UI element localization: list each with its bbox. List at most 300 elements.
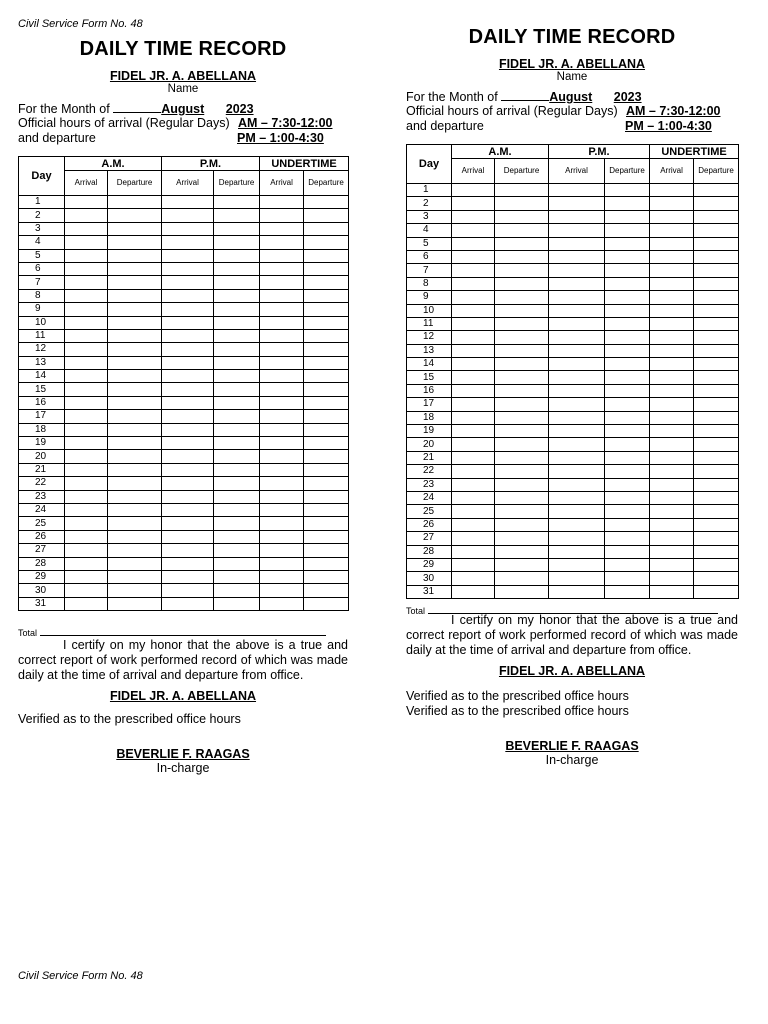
undertime-departure-cell[interactable] [304,209,349,222]
pm-departure-cell[interactable] [605,411,650,424]
pm-arrival-cell[interactable] [549,505,605,518]
undertime-arrival-cell[interactable] [650,532,694,545]
am-departure-cell[interactable] [495,304,549,317]
am-arrival-cell[interactable] [452,197,495,210]
am-arrival-cell[interactable] [452,317,495,330]
am-arrival-cell[interactable] [452,491,495,504]
pm-departure-cell[interactable] [214,370,260,383]
am-departure-cell[interactable] [108,396,162,409]
undertime-departure-cell[interactable] [694,572,739,585]
pm-departure-cell[interactable] [214,209,260,222]
undertime-arrival-cell[interactable] [650,451,694,464]
undertime-arrival-cell[interactable] [260,343,304,356]
undertime-arrival-cell[interactable] [650,184,694,197]
pm-departure-cell[interactable] [214,557,260,570]
pm-arrival-cell[interactable] [162,423,214,436]
am-arrival-cell[interactable] [65,490,108,503]
pm-departure-cell[interactable] [605,398,650,411]
pm-departure-cell[interactable] [605,518,650,531]
pm-arrival-cell[interactable] [162,222,214,235]
undertime-arrival-cell[interactable] [260,570,304,583]
undertime-departure-cell[interactable] [694,237,739,250]
am-arrival-cell[interactable] [452,451,495,464]
pm-arrival-cell[interactable] [549,344,605,357]
am-arrival-cell[interactable] [452,264,495,277]
am-arrival-cell[interactable] [65,276,108,289]
am-arrival-cell[interactable] [65,584,108,597]
undertime-departure-cell[interactable] [694,358,739,371]
undertime-arrival-cell[interactable] [650,291,694,304]
undertime-departure-cell[interactable] [694,197,739,210]
pm-departure-cell[interactable] [214,410,260,423]
undertime-arrival-cell[interactable] [260,276,304,289]
am-arrival-cell[interactable] [65,262,108,275]
pm-departure-cell[interactable] [605,184,650,197]
undertime-departure-cell[interactable] [304,276,349,289]
undertime-arrival-cell[interactable] [260,196,304,209]
pm-arrival-cell[interactable] [162,450,214,463]
am-arrival-cell[interactable] [452,558,495,571]
undertime-arrival-cell[interactable] [260,410,304,423]
am-departure-cell[interactable] [495,558,549,571]
am-arrival-cell[interactable] [452,438,495,451]
am-departure-cell[interactable] [108,276,162,289]
undertime-arrival-cell[interactable] [260,356,304,369]
undertime-arrival-cell[interactable] [650,411,694,424]
undertime-arrival-cell[interactable] [650,264,694,277]
pm-arrival-cell[interactable] [549,384,605,397]
am-arrival-cell[interactable] [65,557,108,570]
am-departure-cell[interactable] [108,236,162,249]
pm-departure-cell[interactable] [214,329,260,342]
am-departure-cell[interactable] [495,532,549,545]
undertime-arrival-cell[interactable] [650,425,694,438]
undertime-departure-cell[interactable] [304,356,349,369]
undertime-arrival-cell[interactable] [260,490,304,503]
pm-departure-cell[interactable] [214,450,260,463]
am-arrival-cell[interactable] [65,517,108,530]
pm-arrival-cell[interactable] [162,209,214,222]
undertime-departure-cell[interactable] [304,343,349,356]
pm-arrival-cell[interactable] [162,410,214,423]
pm-departure-cell[interactable] [605,491,650,504]
undertime-departure-cell[interactable] [304,570,349,583]
am-arrival-cell[interactable] [65,396,108,409]
am-arrival-cell[interactable] [452,371,495,384]
am-arrival-cell[interactable] [65,503,108,516]
undertime-arrival-cell[interactable] [650,344,694,357]
pm-arrival-cell[interactable] [549,465,605,478]
pm-departure-cell[interactable] [214,597,260,610]
pm-arrival-cell[interactable] [549,331,605,344]
am-departure-cell[interactable] [495,317,549,330]
pm-arrival-cell[interactable] [549,491,605,504]
undertime-departure-cell[interactable] [694,184,739,197]
pm-departure-cell[interactable] [214,463,260,476]
am-arrival-cell[interactable] [452,532,495,545]
am-departure-cell[interactable] [495,505,549,518]
undertime-arrival-cell[interactable] [650,224,694,237]
pm-arrival-cell[interactable] [162,437,214,450]
undertime-departure-cell[interactable] [694,518,739,531]
pm-departure-cell[interactable] [214,477,260,490]
am-departure-cell[interactable] [495,371,549,384]
undertime-arrival-cell[interactable] [650,465,694,478]
undertime-arrival-cell[interactable] [650,398,694,411]
pm-arrival-cell[interactable] [549,545,605,558]
undertime-arrival-cell[interactable] [260,557,304,570]
pm-departure-cell[interactable] [214,262,260,275]
undertime-arrival-cell[interactable] [650,505,694,518]
undertime-departure-cell[interactable] [304,222,349,235]
undertime-arrival-cell[interactable] [650,478,694,491]
am-arrival-cell[interactable] [65,530,108,543]
am-departure-cell[interactable] [108,503,162,516]
undertime-arrival-cell[interactable] [650,197,694,210]
am-departure-cell[interactable] [495,264,549,277]
am-arrival-cell[interactable] [452,478,495,491]
pm-departure-cell[interactable] [605,358,650,371]
pm-arrival-cell[interactable] [549,371,605,384]
undertime-arrival-cell[interactable] [650,237,694,250]
am-arrival-cell[interactable] [65,196,108,209]
undertime-arrival-cell[interactable] [260,316,304,329]
undertime-departure-cell[interactable] [304,584,349,597]
am-departure-cell[interactable] [495,384,549,397]
undertime-departure-cell[interactable] [694,491,739,504]
am-arrival-cell[interactable] [65,477,108,490]
pm-departure-cell[interactable] [214,584,260,597]
pm-arrival-cell[interactable] [549,425,605,438]
pm-arrival-cell[interactable] [162,490,214,503]
undertime-arrival-cell[interactable] [260,450,304,463]
undertime-departure-cell[interactable] [304,289,349,302]
am-arrival-cell[interactable] [452,518,495,531]
am-departure-cell[interactable] [108,289,162,302]
pm-arrival-cell[interactable] [162,289,214,302]
undertime-departure-cell[interactable] [694,371,739,384]
pm-departure-cell[interactable] [605,425,650,438]
undertime-arrival-cell[interactable] [650,210,694,223]
undertime-departure-cell[interactable] [694,291,739,304]
pm-arrival-cell[interactable] [549,197,605,210]
am-arrival-cell[interactable] [452,277,495,290]
pm-arrival-cell[interactable] [162,329,214,342]
undertime-departure-cell[interactable] [304,196,349,209]
am-departure-cell[interactable] [108,249,162,262]
pm-arrival-cell[interactable] [549,585,605,598]
pm-arrival-cell[interactable] [162,503,214,516]
am-arrival-cell[interactable] [65,316,108,329]
am-arrival-cell[interactable] [65,222,108,235]
am-departure-cell[interactable] [495,465,549,478]
am-departure-cell[interactable] [108,423,162,436]
pm-departure-cell[interactable] [214,276,260,289]
undertime-departure-cell[interactable] [694,210,739,223]
undertime-arrival-cell[interactable] [260,236,304,249]
undertime-departure-cell[interactable] [694,505,739,518]
pm-arrival-cell[interactable] [162,236,214,249]
pm-arrival-cell[interactable] [162,530,214,543]
undertime-arrival-cell[interactable] [260,370,304,383]
undertime-arrival-cell[interactable] [650,384,694,397]
am-arrival-cell[interactable] [452,425,495,438]
am-departure-cell[interactable] [108,410,162,423]
undertime-departure-cell[interactable] [694,545,739,558]
am-departure-cell[interactable] [108,343,162,356]
am-arrival-cell[interactable] [452,384,495,397]
pm-arrival-cell[interactable] [549,518,605,531]
am-arrival-cell[interactable] [65,437,108,450]
pm-arrival-cell[interactable] [549,411,605,424]
undertime-departure-cell[interactable] [304,517,349,530]
pm-departure-cell[interactable] [605,277,650,290]
undertime-departure-cell[interactable] [694,425,739,438]
am-arrival-cell[interactable] [65,570,108,583]
am-departure-cell[interactable] [495,545,549,558]
pm-arrival-cell[interactable] [549,438,605,451]
undertime-departure-cell[interactable] [304,463,349,476]
am-departure-cell[interactable] [495,425,549,438]
pm-departure-cell[interactable] [605,197,650,210]
pm-arrival-cell[interactable] [162,196,214,209]
pm-arrival-cell[interactable] [549,210,605,223]
am-departure-cell[interactable] [495,358,549,371]
undertime-arrival-cell[interactable] [260,517,304,530]
undertime-departure-cell[interactable] [304,236,349,249]
pm-departure-cell[interactable] [214,303,260,316]
am-arrival-cell[interactable] [65,544,108,557]
undertime-arrival-cell[interactable] [650,438,694,451]
pm-departure-cell[interactable] [605,465,650,478]
pm-arrival-cell[interactable] [549,317,605,330]
pm-arrival-cell[interactable] [549,237,605,250]
am-departure-cell[interactable] [495,237,549,250]
pm-departure-cell[interactable] [605,532,650,545]
am-departure-cell[interactable] [108,463,162,476]
undertime-arrival-cell[interactable] [260,530,304,543]
pm-departure-cell[interactable] [214,544,260,557]
undertime-departure-cell[interactable] [304,303,349,316]
undertime-departure-cell[interactable] [694,317,739,330]
am-departure-cell[interactable] [495,585,549,598]
am-arrival-cell[interactable] [65,356,108,369]
am-departure-cell[interactable] [108,544,162,557]
pm-departure-cell[interactable] [214,289,260,302]
pm-arrival-cell[interactable] [162,249,214,262]
am-departure-cell[interactable] [108,356,162,369]
undertime-arrival-cell[interactable] [260,383,304,396]
pm-departure-cell[interactable] [605,545,650,558]
pm-arrival-cell[interactable] [549,558,605,571]
am-arrival-cell[interactable] [65,289,108,302]
pm-departure-cell[interactable] [605,438,650,451]
pm-departure-cell[interactable] [214,236,260,249]
am-departure-cell[interactable] [108,437,162,450]
pm-departure-cell[interactable] [605,291,650,304]
undertime-departure-cell[interactable] [304,370,349,383]
am-departure-cell[interactable] [108,209,162,222]
am-departure-cell[interactable] [495,451,549,464]
pm-arrival-cell[interactable] [162,276,214,289]
undertime-departure-cell[interactable] [304,557,349,570]
undertime-departure-cell[interactable] [304,477,349,490]
undertime-arrival-cell[interactable] [650,572,694,585]
undertime-departure-cell[interactable] [304,262,349,275]
pm-arrival-cell[interactable] [162,396,214,409]
undertime-arrival-cell[interactable] [260,289,304,302]
pm-arrival-cell[interactable] [549,277,605,290]
pm-arrival-cell[interactable] [162,597,214,610]
am-departure-cell[interactable] [108,477,162,490]
pm-departure-cell[interactable] [214,503,260,516]
pm-arrival-cell[interactable] [549,478,605,491]
am-departure-cell[interactable] [495,491,549,504]
pm-arrival-cell[interactable] [162,356,214,369]
pm-departure-cell[interactable] [214,316,260,329]
pm-departure-cell[interactable] [605,304,650,317]
am-arrival-cell[interactable] [65,329,108,342]
am-departure-cell[interactable] [495,478,549,491]
am-arrival-cell[interactable] [452,505,495,518]
undertime-arrival-cell[interactable] [650,491,694,504]
undertime-departure-cell[interactable] [304,396,349,409]
pm-departure-cell[interactable] [605,210,650,223]
undertime-arrival-cell[interactable] [260,544,304,557]
pm-arrival-cell[interactable] [549,572,605,585]
am-departure-cell[interactable] [108,383,162,396]
undertime-departure-cell[interactable] [694,224,739,237]
am-departure-cell[interactable] [108,222,162,235]
undertime-departure-cell[interactable] [694,331,739,344]
pm-departure-cell[interactable] [214,490,260,503]
am-arrival-cell[interactable] [452,331,495,344]
pm-departure-cell[interactable] [605,344,650,357]
undertime-departure-cell[interactable] [694,398,739,411]
undertime-arrival-cell[interactable] [260,423,304,436]
am-departure-cell[interactable] [108,530,162,543]
am-arrival-cell[interactable] [452,224,495,237]
undertime-arrival-cell[interactable] [650,518,694,531]
pm-departure-cell[interactable] [605,331,650,344]
undertime-arrival-cell[interactable] [650,585,694,598]
am-departure-cell[interactable] [108,490,162,503]
undertime-arrival-cell[interactable] [260,597,304,610]
pm-arrival-cell[interactable] [162,303,214,316]
am-departure-cell[interactable] [108,329,162,342]
undertime-arrival-cell[interactable] [260,477,304,490]
undertime-departure-cell[interactable] [694,465,739,478]
am-arrival-cell[interactable] [65,450,108,463]
undertime-departure-cell[interactable] [694,344,739,357]
undertime-departure-cell[interactable] [304,530,349,543]
am-departure-cell[interactable] [108,196,162,209]
am-arrival-cell[interactable] [452,250,495,263]
am-departure-cell[interactable] [495,250,549,263]
am-arrival-cell[interactable] [65,423,108,436]
undertime-arrival-cell[interactable] [260,437,304,450]
undertime-departure-cell[interactable] [304,503,349,516]
am-departure-cell[interactable] [495,331,549,344]
pm-departure-cell[interactable] [214,396,260,409]
undertime-departure-cell[interactable] [694,277,739,290]
undertime-arrival-cell[interactable] [260,396,304,409]
pm-arrival-cell[interactable] [549,398,605,411]
undertime-arrival-cell[interactable] [650,331,694,344]
am-departure-cell[interactable] [495,291,549,304]
pm-departure-cell[interactable] [605,264,650,277]
am-arrival-cell[interactable] [452,304,495,317]
undertime-departure-cell[interactable] [694,451,739,464]
am-departure-cell[interactable] [495,398,549,411]
pm-arrival-cell[interactable] [549,304,605,317]
pm-departure-cell[interactable] [605,451,650,464]
undertime-arrival-cell[interactable] [650,250,694,263]
am-departure-cell[interactable] [108,316,162,329]
pm-arrival-cell[interactable] [549,224,605,237]
pm-departure-cell[interactable] [214,249,260,262]
am-departure-cell[interactable] [108,597,162,610]
pm-departure-cell[interactable] [214,570,260,583]
am-departure-cell[interactable] [495,197,549,210]
am-departure-cell[interactable] [495,344,549,357]
am-arrival-cell[interactable] [65,410,108,423]
pm-departure-cell[interactable] [214,356,260,369]
pm-arrival-cell[interactable] [162,262,214,275]
am-departure-cell[interactable] [108,262,162,275]
am-arrival-cell[interactable] [65,249,108,262]
pm-departure-cell[interactable] [605,585,650,598]
pm-departure-cell[interactable] [605,572,650,585]
am-departure-cell[interactable] [108,557,162,570]
am-arrival-cell[interactable] [65,370,108,383]
pm-arrival-cell[interactable] [549,291,605,304]
undertime-arrival-cell[interactable] [650,317,694,330]
am-departure-cell[interactable] [108,570,162,583]
pm-arrival-cell[interactable] [549,451,605,464]
pm-arrival-cell[interactable] [549,532,605,545]
pm-arrival-cell[interactable] [162,316,214,329]
pm-arrival-cell[interactable] [549,184,605,197]
undertime-departure-cell[interactable] [304,490,349,503]
am-arrival-cell[interactable] [65,209,108,222]
pm-arrival-cell[interactable] [162,517,214,530]
am-arrival-cell[interactable] [452,358,495,371]
undertime-arrival-cell[interactable] [260,329,304,342]
undertime-departure-cell[interactable] [694,264,739,277]
undertime-departure-cell[interactable] [694,384,739,397]
undertime-departure-cell[interactable] [304,316,349,329]
undertime-arrival-cell[interactable] [260,463,304,476]
undertime-departure-cell[interactable] [694,304,739,317]
undertime-departure-cell[interactable] [304,329,349,342]
pm-departure-cell[interactable] [214,437,260,450]
pm-departure-cell[interactable] [605,558,650,571]
pm-arrival-cell[interactable] [549,250,605,263]
am-departure-cell[interactable] [108,370,162,383]
undertime-arrival-cell[interactable] [650,558,694,571]
am-departure-cell[interactable] [108,450,162,463]
undertime-arrival-cell[interactable] [650,277,694,290]
am-departure-cell[interactable] [495,411,549,424]
undertime-arrival-cell[interactable] [650,304,694,317]
pm-departure-cell[interactable] [214,517,260,530]
undertime-departure-cell[interactable] [304,544,349,557]
pm-departure-cell[interactable] [214,196,260,209]
pm-arrival-cell[interactable] [162,570,214,583]
pm-arrival-cell[interactable] [162,584,214,597]
pm-arrival-cell[interactable] [162,370,214,383]
